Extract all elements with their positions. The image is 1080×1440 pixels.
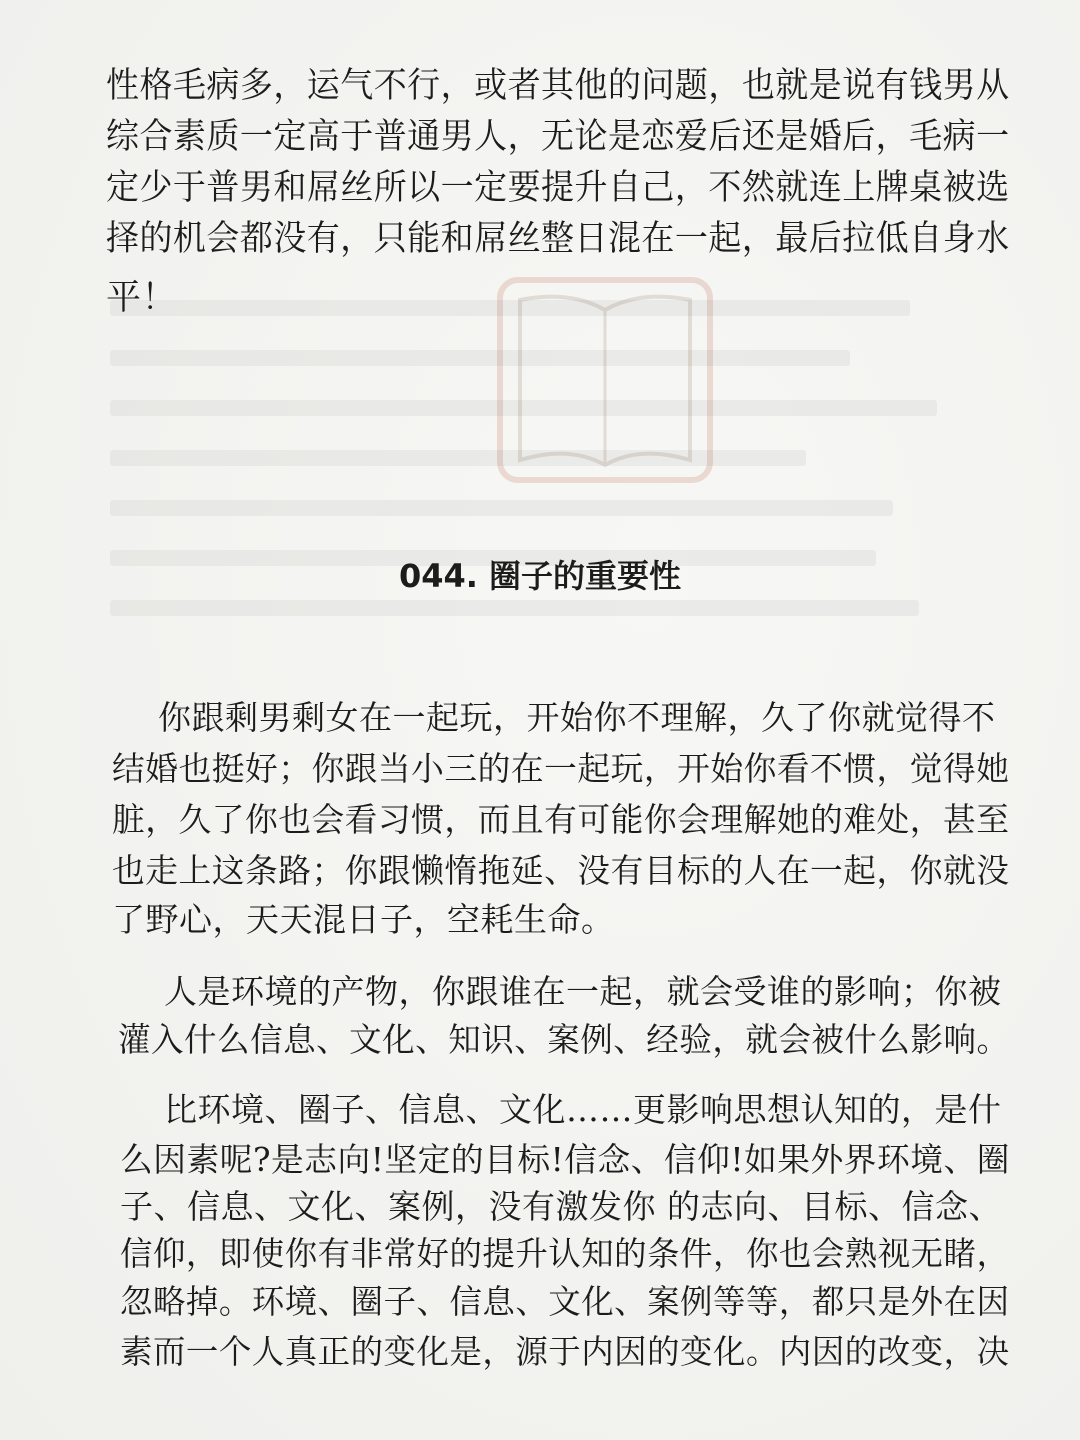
- section-title: 044. 圈子的重要性: [398, 557, 682, 595]
- text-line: 定少于普男和屌丝所以一定要提升自己，不然就连上牌桌被选: [106, 168, 1010, 208]
- text-line: 也走上这条路；你跟懒惰拖延、没有目标的人在一起，你就没: [112, 851, 1010, 890]
- text-line: 子、信息、文化、案例，没有激发你 的志向、目标、信念、: [120, 1187, 1002, 1226]
- text-line: 了野心，天天混日子，空耗生命。: [112, 900, 615, 939]
- text-line: 么因素呢?是志向!坚定的目标!信念、信仰!如果外界环境、圈: [120, 1140, 1010, 1179]
- text-line: 素而一个人真正的变化是，源于内因的变化。内因的改变，决: [120, 1332, 1010, 1371]
- text-line: 择的机会都没有，只能和屌丝整日混在一起，最后拉低自身水: [106, 219, 1010, 259]
- text-line: 综合素质一定高于普通男人，无论是恋爱后还是婚后，毛病一: [106, 117, 1010, 157]
- text-line: 结婚也挺好；你跟当小三的在一起玩，开始你看不惯，觉得她: [112, 749, 1010, 788]
- text-line: 比环境、圈子、信息、文化……更影响思想认知的，是什: [164, 1090, 1002, 1129]
- text-line: 性格毛病多，运气不行，或者其他的问题，也就是说有钱男从: [106, 66, 1010, 106]
- text-line: 脏，久了你也会看习惯，而且有可能你会理解她的难处，甚至: [112, 800, 1010, 839]
- text-line: 你跟剩男剩女在一起玩，开始你不理解，久了你就觉得不: [158, 698, 996, 737]
- text-line: 人是环境的产物，你跟谁在一起，就会受谁的影响；你被: [164, 972, 1002, 1011]
- text-line: 平！: [106, 278, 178, 318]
- text-line: 信仰，即使你有非常好的提升认知的条件，你也会熟视无睹，: [120, 1234, 1010, 1273]
- bleed-through-text: [110, 300, 980, 680]
- text-line: 灌入什么信息、文化、知识、案例、经验，就会被什么影响。: [118, 1020, 1010, 1059]
- text-line: 忽略掉。环境、圈子、信息、文化、案例等等，都只是外在因: [120, 1282, 1010, 1321]
